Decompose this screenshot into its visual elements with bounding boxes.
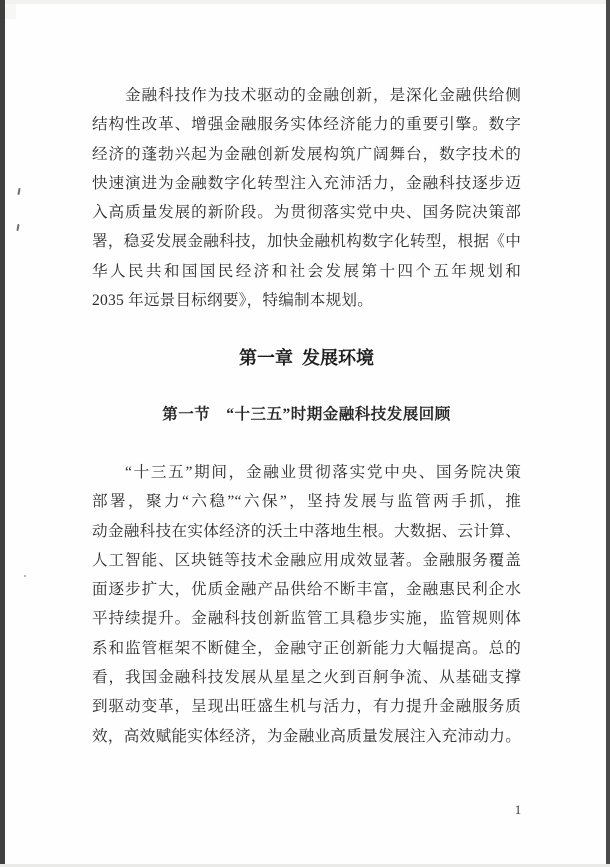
paragraph-line: 2035 年远景目标纲要》，特编制本规划。 [92, 292, 373, 310]
scan-artifact [5, 4, 16, 19]
paragraph-line: 看，我国金融科技发展从星星之火到百舸争流、从基础支撑 [92, 669, 521, 687]
paragraph-line: 快速演进为金融数字化转型注入充沛活力，金融科技逐步迈 [92, 174, 521, 192]
scan-artifact [17, 188, 20, 195]
paragraph-line: 金融科技作为技术驱动的金融创新，是深化金融供给侧 [125, 87, 521, 104]
paragraph-line: 人工智能、区块链等技术金融应用成效显著。金融服务覆盖 [92, 551, 521, 569]
page-number: 1 [514, 803, 522, 817]
scan-edge-right [606, 0, 610, 867]
scan-edge-top [0, 0, 610, 4]
paragraph-line: 效，高效赋能实体经济，为金融业高质量发展注入充沛动力。 [92, 727, 521, 745]
paragraph-line: 华人民共和国国民经济和社会发展第十四个五年规划和 [92, 262, 521, 280]
paragraph-line: 到驱动变革，呈现出旺盛生机与活力，有力提升金融服务质 [92, 698, 521, 716]
chapter-heading: 第一章 发展环境 [238, 348, 374, 368]
paragraph-line: 署，稳妥发展金融科技，加快金融机构数字化转型，根据《中 [92, 233, 521, 251]
scan-edge-left [0, 0, 5, 867]
review-paragraph [92, 458, 521, 751]
paragraph-line: 平持续提升。金融科技创新监管工具稳步实施，监管规则体 [92, 610, 521, 628]
scan-artifact [24, 575, 26, 577]
section-heading: 第一节 “十三五”时期金融科技发展回顾 [162, 406, 451, 423]
intro-paragraph [92, 81, 521, 315]
paragraph-line: 面逐步扩大，优质金融产品供给不断丰富，金融惠民利企水 [92, 581, 521, 599]
scan-artifact [16, 224, 19, 231]
paragraph-line: 部署，聚力“六稳”“六保”，坚持发展与监管两手抓，推 [92, 493, 521, 511]
paragraph-line: 系和监管框架不断健全，金融守正创新能力大幅提高。总的 [92, 639, 521, 657]
paragraph-line: “十三五”期间，金融业贯彻落实党中央、国务院决策 [125, 464, 521, 481]
paragraph-line: 动金融科技在实体经济的沃土中落地生根。大数据、云计算、 [92, 522, 521, 540]
paragraph-line: 经济的蓬勃兴起为金融创新发展构筑广阔舞台，数字技术的 [92, 145, 521, 163]
paragraph-line: 结构性改革、增强金融服务实体经济能力的重要引擎。数字 [92, 116, 521, 134]
paragraph-line: 入高质量发展的新阶段。为贯彻落实党中央、国务院决策部 [92, 204, 521, 222]
